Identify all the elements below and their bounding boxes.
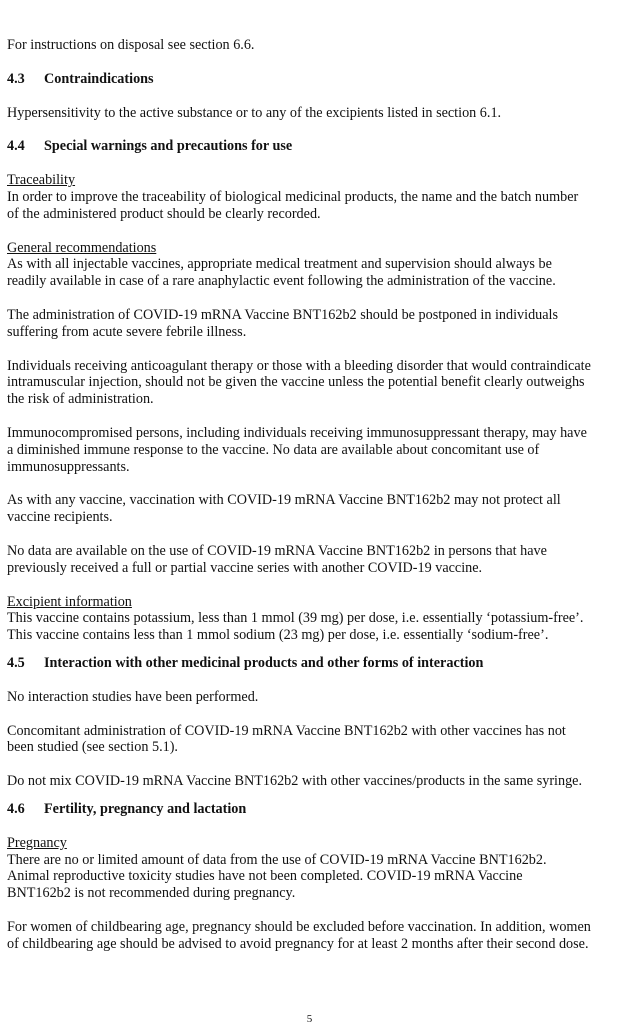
section-number: 4.5: [7, 654, 25, 671]
anticoagulant-paragraph: [7, 358, 615, 408]
interaction-paragraph-2: [7, 723, 615, 757]
contraindications-text: Hypersensitivity to the active substance or to any of the excipients listed in section 6.1.: [7, 104, 502, 121]
pregnancy-paragraph: [7, 835, 615, 902]
paragraph-line: As with any vaccine, vaccination with COVID-19 mRNA Vaccine BNT162b2 may not protect all: [7, 492, 561, 509]
paragraph-line: BNT162b2 is not recommended during pregnancy.: [7, 885, 296, 902]
general-recommendations-subheading: General recommendations: [7, 239, 157, 256]
paragraph-line: of the administered product should be clearly recorded.: [7, 205, 321, 222]
section-title: Special warnings and precautions for use: [44, 138, 293, 155]
traceability-paragraph: [7, 172, 615, 222]
section-number: 4.3: [7, 70, 25, 87]
interaction-paragraph-1: No interaction studies have been performed.: [7, 688, 259, 705]
paragraph-line: This vaccine contains potassium, less than 1 mmol (39 mg) per dose, i.e. essentially ‘potassium-free’.: [7, 610, 584, 627]
paragraph-line: In order to improve the traceability of biological medicinal products, the name and the batch number: [7, 188, 579, 205]
paragraph-line: There are no or limited amount of data from the use of COVID-19 mRNA Vaccine BNT162b2.: [7, 851, 547, 868]
section-number: 4.4: [7, 138, 25, 155]
traceability-subheading: Traceability: [7, 172, 76, 189]
febrile-illness-paragraph: [7, 307, 615, 341]
paragraph-line: immunosuppressants.: [7, 458, 130, 475]
paragraph-line: intramuscular injection, should not be given the vaccine unless the potential benefit clearly outweighs: [7, 374, 585, 391]
section-title: Fertility, pregnancy and lactation: [44, 800, 247, 817]
paragraph-line: This vaccine contains less than 1 mmol sodium (23 mg) per dose, i.e. essentially ‘sodium-free’.: [7, 627, 549, 644]
paragraph-line: No data are available on the use of COVID-19 mRNA Vaccine BNT162b2 in persons that have: [7, 542, 547, 559]
paragraph-line: Individuals receiving anticoagulant therapy or those with a bleeding disorder that would contraindicate: [7, 357, 591, 374]
immunocompromised-paragraph: [7, 425, 615, 475]
protection-paragraph: [7, 492, 615, 526]
pregnancy-subheading: Pregnancy: [7, 834, 67, 851]
paragraph-line: Concomitant administration of COVID-19 mRNA Vaccine BNT162b2 with other vaccines has not: [7, 722, 566, 739]
document-page: [7, 37, 615, 969]
section-4-6-heading: [7, 801, 615, 818]
general-recommendations-paragraph: [7, 240, 615, 290]
section-4-4-heading: [7, 138, 615, 155]
section-4-5-heading: [7, 655, 615, 672]
paragraph-line: vaccine recipients.: [7, 509, 113, 526]
paragraph-line: The administration of COVID-19 mRNA Vaccine BNT162b2 should be postponed in individuals: [7, 306, 559, 323]
interaction-paragraph-3: Do not mix COVID-19 mRNA Vaccine BNT162b2 with other vaccines/products in the same syringe.: [7, 773, 583, 790]
paragraph-line: been studied (see section 5.1).: [7, 739, 178, 756]
paragraph-line: As with all injectable vaccines, appropriate medical treatment and supervision should always be: [7, 256, 552, 273]
paragraph-line: previously received a full or partial vaccine series with another COVID-19 vaccine.: [7, 559, 483, 576]
excipient-paragraph: [7, 594, 615, 644]
intro-text: For instructions on disposal see section 6.6.: [7, 37, 255, 53]
paragraph-line: of childbearing age should be advised to avoid pregnancy for at least 2 months after their second dose.: [7, 935, 589, 952]
section-4-3-heading: [7, 71, 615, 88]
paragraph-line: For women of childbearing age, pregnancy should be excluded before vaccination. In addition, women: [7, 918, 591, 935]
no-data-paragraph: [7, 543, 615, 577]
excipient-subheading: Excipient information: [7, 593, 132, 610]
paragraph-line: the risk of administration.: [7, 391, 154, 408]
paragraph-line: a diminished immune response to the vaccine. No data are available about concomitant use of: [7, 441, 540, 458]
section-title: Interaction with other medicinal products and other forms of interaction: [44, 654, 484, 671]
paragraph-line: suffering from acute severe febrile illness.: [7, 323, 247, 340]
childbearing-paragraph: [7, 919, 615, 953]
paragraph-line: Immunocompromised persons, including individuals receiving immunosuppressant therapy, may have: [7, 424, 587, 441]
section-number: 4.6: [7, 800, 25, 817]
page-number: 5: [306, 1013, 313, 1025]
paragraph-line: Animal reproductive toxicity studies have not been completed. COVID-19 mRNA Vaccine: [7, 868, 523, 885]
section-title: Contraindications: [44, 70, 154, 87]
paragraph-line: readily available in case of a rare anaphylactic event following the administration of the vaccine.: [7, 273, 556, 290]
